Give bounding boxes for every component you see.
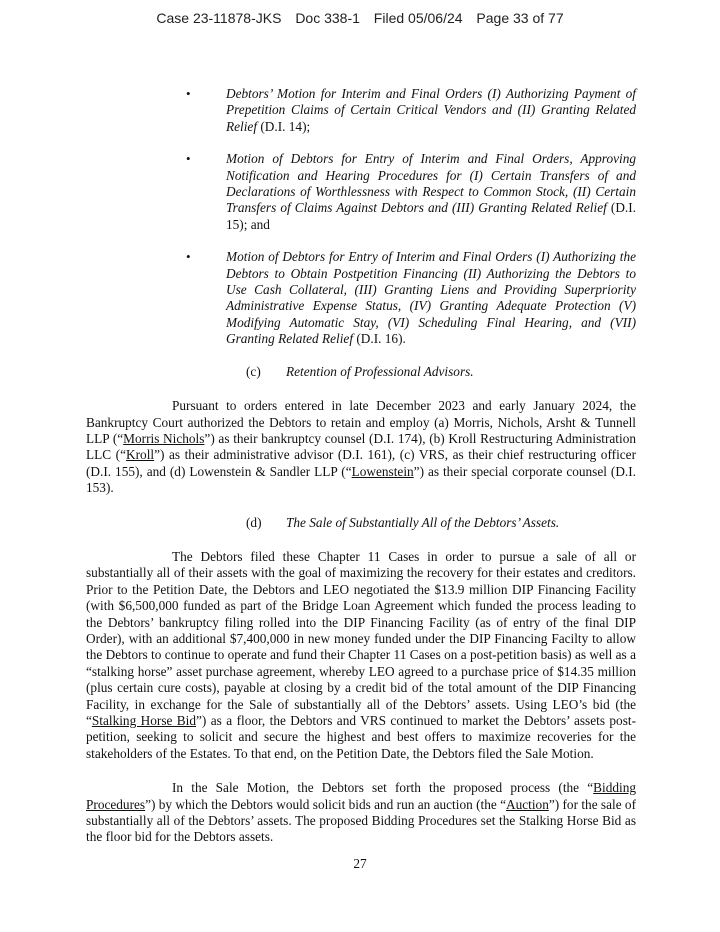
defined-term: Bidding Procedures: [86, 780, 636, 812]
motion-title: Motion of Debtors for Entry of Interim and Final Orders (I) Authorizing the Debtors to Obtain Postpetition Financing (II) Authorizing the Debtors to Use Cash Collateral, (III) Granting Liens and Providing Superpriority Administrative Expense Status, (IV) Granting Adequate Protection (V) Modifying Automatic Stay, (VI) Scheduling Final Hearing, and (VII) Granting Related Relief: [226, 249, 636, 347]
paragraph-sale: The Debtors filed these Chapter 11 Cases in order to pursue a sale of all or substantially all of their assets with the goal of maximizing the recovery for their estates and creditors. Prior to the Petition Date, the Debtors and LEO negotiated the $13.9 million DIP Financing Facility (with $6,500,000 funded as part of the Bridge Loan Agreement which funded the process leading to the Debtors’ bankruptcy filing rolled into the DIP Financing Facility (as of entry of the final DIP Order), with an additional $7,400,000 in new money funded under the DIP Financing Facilty to allow the Debtors to continue to operate and fund their Chapter 11 Cases on a post-petition basis) as well as a “stalking horse” asset purchase agreement, whereby LEO agreed to a purchase price of $14.35 million (plus certain cure costs), payable at closing by a credit bid of the total amount of the DIP Financing Facility, in exchange for the Sale of substantially all of the Debtors’ assets. Using LEO’s bid (the “Stalking Horse Bid”) as a floor, the Debtors and VRS continued to market the Debtors’ assets post-petition, seeking to solicit and secure the highest and best offers to maximize recoveries for the stakeholders of the Estates. To that end, on the Petition Date, the Debtors filed the Sale Motion.: [86, 548, 636, 761]
defined-term: Lowenstein: [351, 463, 414, 479]
paragraph-retention: Pursuant to orders entered in late December 2023 and early January 2024, the Bankruptcy Court authorized the Debtors to retain and employ (a) Morris, Nichols, Arsht & Tunnell LLP (“Morris Nichols”) as their bankruptcy counsel (D.I. 174), (b) Kroll Restructuring Administration LLC (“Kroll”) as their administrative advisor (D.I. 161), (c) VRS, as their chief restructuring officer (D.I. 155), and (d) Lowenstein & Sandler LLP (“Lowenstein”) as their special corporate counsel (D.I. 153).: [86, 398, 637, 496]
filed-date: Filed 05/06/24: [373, 10, 463, 26]
section-title: Retention of Professional Advisors.: [286, 363, 474, 379]
defined-term: Morris Nichols: [123, 430, 205, 446]
motion-title: Motion of Debtors for Entry of Interim and Final Orders, Approving Notification and Hearing Procedures for (I) Certain Transfers of and Declarations of Worthlessness with Respect to Common Stock, (II) Certain Transfers of Claims Against Debtors and (III) Granting Related Relief: [226, 151, 636, 216]
case-number: Case 23-11878-JKS: [156, 10, 282, 26]
list-item: [186, 151, 636, 233]
motion-suffix: (D.I. 14);: [257, 118, 311, 134]
motion-title: Debtors’ Motion for Interim and Final Orders (I) Authorizing Payment of Prepetition Claims of Certain Critical Vendors and (II) Granting Related Relief: [226, 86, 636, 134]
motion-list: [186, 86, 636, 348]
paragraph-bidding: In the Sale Motion, the Debtors set forth the proposed process (the “Bidding Procedures”) by which the Debtors would solicit bids and run an auction (the “Auction”) for the sale of substantially all of the Debtors’ assets. The proposed Bidding Procedures set the Stalking Horse Bid as the floor bid for the Debtors assets.: [86, 780, 637, 845]
section-label: (c): [246, 363, 261, 379]
bullet-icon: •: [186, 151, 191, 167]
defined-term: Kroll: [126, 447, 155, 463]
section-title: The Sale of Substantially All of the Debtors’ Assets.: [286, 514, 560, 530]
section-heading-c: [246, 364, 636, 380]
document-body: [86, 86, 636, 864]
case-header: [0, 10, 720, 26]
motion-suffix: (D.I. 15); and: [226, 200, 636, 232]
motion-suffix: (D.I. 16).: [353, 331, 406, 347]
section-heading-d: [246, 515, 636, 531]
defined-term: Auction: [506, 796, 549, 812]
bullet-icon: •: [186, 249, 191, 265]
bullet-icon: •: [186, 86, 191, 101]
list-item: [186, 86, 636, 135]
page-number: 27: [353, 856, 367, 871]
doc-number: Doc 338-1: [295, 10, 360, 26]
section-label: (d): [246, 514, 262, 530]
list-item: [186, 249, 636, 347]
page-of: Page 33 of 77: [476, 10, 564, 26]
defined-term: Stalking Horse Bid: [91, 713, 197, 728]
